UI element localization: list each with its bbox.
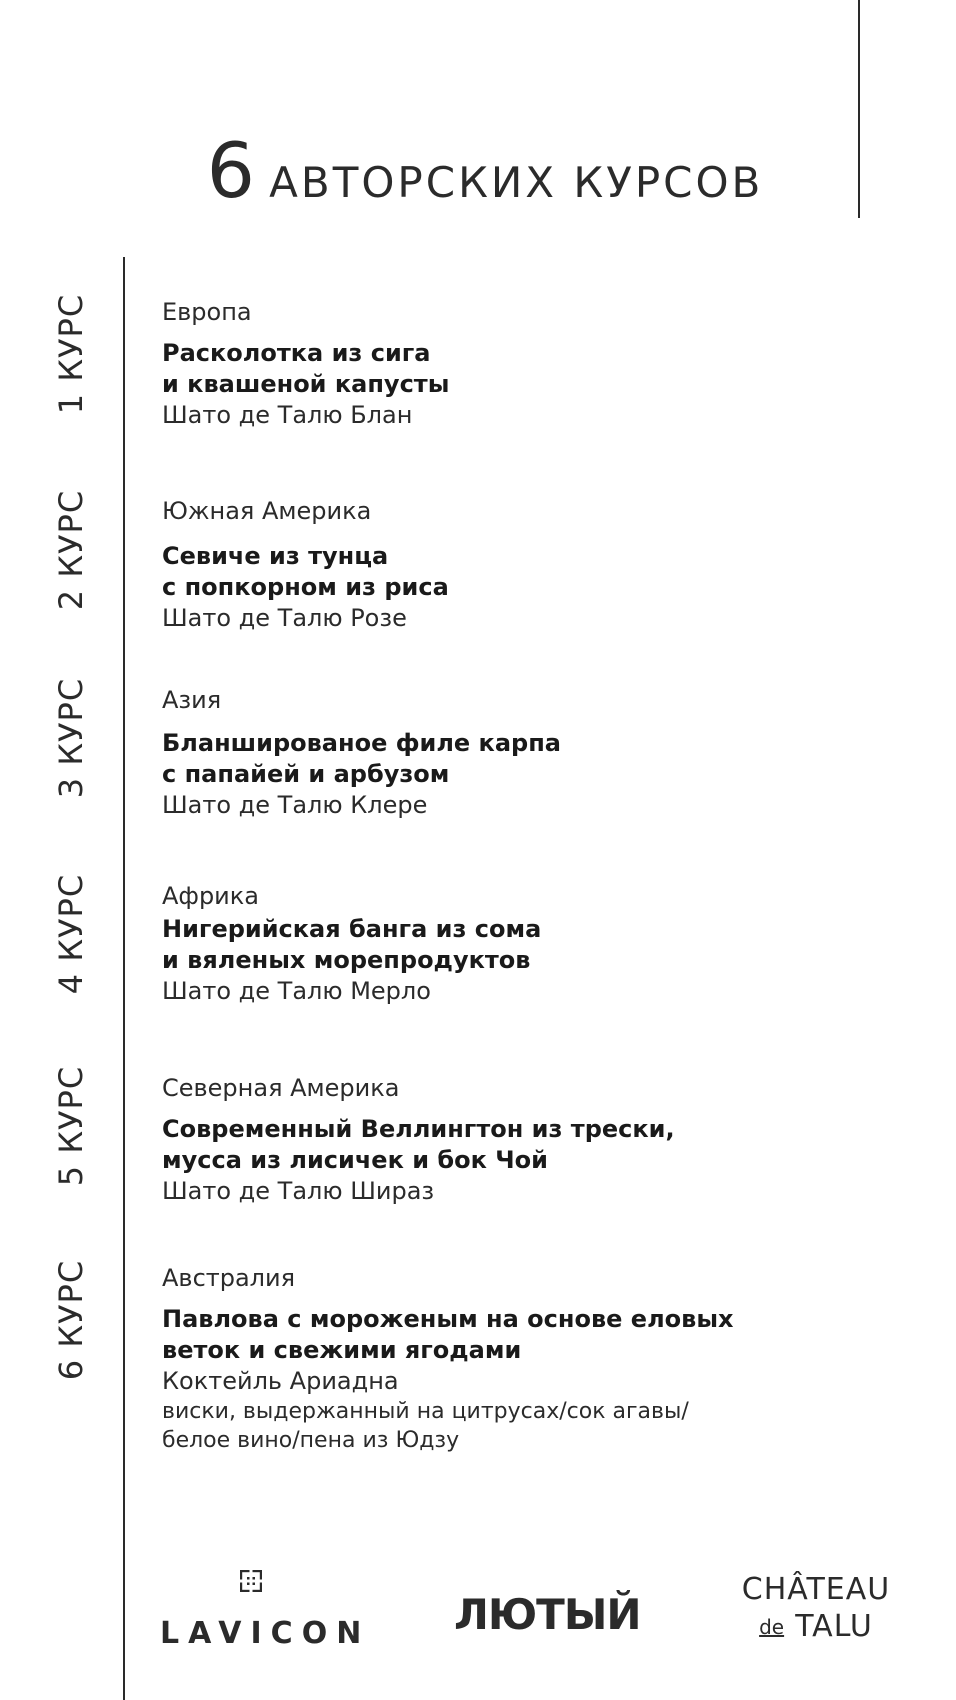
course-region: Азия (162, 686, 222, 714)
course-body (162, 495, 922, 634)
course-region: Южная Америка (162, 497, 372, 525)
course-region: Австралия (162, 1264, 296, 1292)
course-label: 3 КУРС (52, 677, 90, 799)
course-body (162, 1262, 922, 1455)
lyuty-logo: ЛЮТЫЙ (454, 1590, 641, 1639)
course-body (162, 684, 922, 821)
dish-name-line: мусса из лисичек и бок Чой (162, 1146, 548, 1174)
dish-name-line: Современный Веллингтон из трески, (162, 1115, 675, 1143)
course-label: 4 КУРС (52, 873, 90, 995)
chateau-talu-text: TALU (795, 1609, 873, 1644)
dish-name-line: Бланшированое филе карпа (162, 729, 561, 757)
title-number: 6 (206, 126, 255, 215)
title-text: АВТОРСКИХ КУРСОВ (269, 158, 764, 207)
drink-ingredients-line: белое вино/пена из Юдзу (162, 1428, 460, 1453)
course-label: 6 КУРС (52, 1259, 90, 1381)
drink-pairing: Шато де Талю Розе (162, 604, 407, 632)
drink-pairing: Коктейль Ариадна (162, 1367, 399, 1395)
dish-name-line: Расколотка из сига (162, 339, 431, 367)
chateau-de-talu-logo (726, 1572, 906, 1644)
course-region: Африка (162, 882, 259, 910)
chateau-de-text: de (759, 1614, 785, 1639)
course-label: 1 КУРС (52, 293, 90, 415)
course-label: 5 КУРС (52, 1065, 90, 1187)
dish-name-line: Севиче из тунца (162, 542, 389, 570)
page-title (0, 126, 956, 215)
left-divider-line (123, 257, 125, 1700)
dish-name-line: с попкорном из риса (162, 573, 449, 601)
chateau-wordmark: CHÂTEAU (741, 1572, 891, 1607)
course-body (162, 296, 922, 431)
course-region: Европа (162, 298, 252, 326)
lavicon-mark-icon (240, 1570, 262, 1592)
dish-name-line: и квашеной капусты (162, 370, 450, 398)
drink-pairing: Шато де Талю Мерло (162, 977, 431, 1005)
lavicon-wordmark: LAVICON (160, 1616, 371, 1651)
partner-logos (0, 1560, 956, 1680)
drink-pairing: Шато де Талю Шираз (162, 1177, 435, 1205)
drink-ingredients-line: виски, выдержанный на цитрусах/сок агавы/ (162, 1399, 689, 1424)
dish-name-line: Нигерийская банга из сома (162, 915, 542, 943)
course-label: 2 КУРС (52, 489, 90, 611)
drink-pairing: Шато де Талю Клере (162, 791, 428, 819)
course-body (162, 880, 922, 1007)
dish-name-line: веток и свежими ягодами (162, 1336, 522, 1364)
drink-pairing: Шато де Талю Блан (162, 401, 413, 429)
course-region: Северная Америка (162, 1074, 400, 1102)
dish-name-line: и вяленых морепродуктов (162, 946, 531, 974)
chateau-wordmark-line2 (726, 1609, 906, 1644)
course-body (162, 1072, 922, 1207)
dish-name-line: Павлова с мороженым на основе еловых (162, 1305, 734, 1333)
dish-name-line: с папайей и арбузом (162, 760, 450, 788)
